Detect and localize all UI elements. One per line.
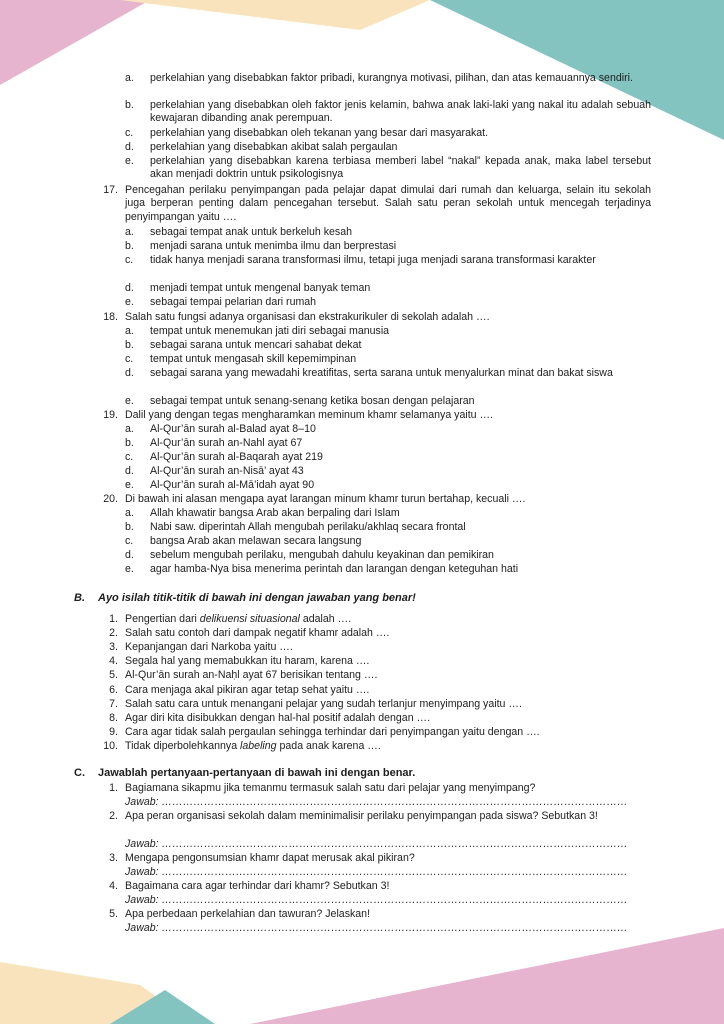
answer-option-marker: a. bbox=[125, 226, 134, 238]
fill-in-item-marker: 5. bbox=[109, 669, 118, 682]
top-cream-shape bbox=[120, 0, 430, 30]
question-item-text: Pencegahan perilaku penyimpangan pada pelajar dapat dimulai dari rumah dan keluarga, selain itu sekolah juga berperan penting dalam pencegahan tersebut. Salah satu peran sekolah untuk mencegah terjadinya penyimpangan yaitu …. bbox=[125, 184, 651, 223]
fill-in-item-text bbox=[125, 740, 651, 753]
answer-dots: …………………………………………………………………………………………………………………… bbox=[161, 866, 628, 878]
fill-in-item-marker: 1. bbox=[109, 613, 118, 625]
question-item-marker: 19. bbox=[103, 409, 118, 421]
section-b-heading bbox=[74, 592, 654, 605]
answer-option-text: sebelum mengubah perilaku, mengubah dahulu keyakinan dan pemikiran bbox=[150, 549, 494, 561]
fill-in-text: Cara menjaga akal pikiran agar tetap sehat yaitu …. bbox=[125, 683, 370, 696]
answer-dots: …………………………………………………………………………………………………………………… bbox=[161, 796, 628, 808]
answer-option-marker: b. bbox=[125, 240, 134, 252]
fill-in-text: Cara agar tidak salah pergaulan sehingga terhindar dari penyimpangan yaitu dengan …. bbox=[125, 725, 540, 738]
essay-question-marker: 5. bbox=[109, 908, 118, 920]
answer-option-text: Allah khawatir bangsa Arab akan berpaling dari Islam bbox=[150, 507, 400, 519]
answer-option-text: tempat untuk mengasah skill kepemimpinan bbox=[150, 353, 357, 365]
fill-in-text: Pengertian dari bbox=[125, 613, 200, 625]
answer-line[interactable] bbox=[125, 922, 631, 935]
answer-option-text: sebagai sarana yang mewadahi kreatifitas, serta sarana untuk menyalurkan minat dan bakat siswa bbox=[150, 367, 613, 379]
answer-label: Jawab: bbox=[125, 838, 162, 850]
answer-option-text: sebagai tempat anak untuk berkeluh kesah bbox=[150, 226, 353, 238]
section-c-heading-title: Jawablah pertanyaan-pertanyaan di bawah ini dengan benar. bbox=[98, 767, 416, 779]
answer-label: Jawab: bbox=[125, 922, 162, 934]
essay-question-marker: 1. bbox=[109, 782, 118, 794]
answer-option-marker: d. bbox=[125, 141, 134, 153]
answer-option-marker: c. bbox=[125, 353, 134, 365]
fill-in-item-marker: 4. bbox=[109, 655, 118, 668]
section-b-heading-letter: B. bbox=[74, 592, 85, 604]
fill-in-item-marker: 8. bbox=[109, 711, 118, 724]
fill-in-item-marker: 10. bbox=[103, 739, 118, 752]
essay-question-text: Bagiamana sikapmu jika temanmu termasuk salah satu dari pelajar yang menyimpang? bbox=[125, 782, 536, 794]
answer-option-text: perkelahian yang disebabkan akibat salah pergaulan bbox=[150, 141, 398, 153]
answer-dots: …………………………………………………………………………………………………………………… bbox=[161, 838, 628, 850]
answer-option-marker: d. bbox=[125, 367, 134, 379]
fill-in-text: Agar diri kita disibukkan dengan hal-hal positif adalah dengan …. bbox=[125, 711, 431, 724]
answer-option-text: perkelahian yang disebabkan faktor pribadi, kurangnya motivasi, pilihan, dan atas kemauannya sendiri. bbox=[150, 72, 633, 84]
answer-option-marker: a. bbox=[125, 72, 134, 84]
fill-in-text: Al-Qur’ān surah an-Naḥl ayat 67 berisikan tentang …. bbox=[125, 669, 378, 682]
answer-line[interactable] bbox=[125, 866, 631, 879]
bottom-right-pink-shape bbox=[250, 928, 724, 1024]
answer-option-text: tidak hanya menjadi sarana transformasi ilmu, tetapi juga menjadi sarana transformasi karakter bbox=[150, 254, 596, 266]
answer-option-text: Al-Qur’ān surah an-Nisā’ ayat 43 bbox=[150, 465, 304, 477]
fill-in-item-text bbox=[125, 655, 651, 668]
answer-label: Jawab: bbox=[125, 894, 162, 906]
answer-option-text: Nabi saw. diperintah Allah mengubah perilaku/akhlaq secara frontal bbox=[150, 521, 466, 533]
fill-in-item-marker: 2. bbox=[109, 627, 118, 640]
answer-label: Jawab: bbox=[125, 866, 162, 878]
answer-label: Jawab: bbox=[125, 796, 162, 808]
question-item-marker: 17. bbox=[103, 184, 118, 196]
answer-option-marker: b. bbox=[125, 521, 134, 533]
answer-option-marker: c. bbox=[125, 127, 134, 139]
answer-option-marker: e. bbox=[125, 296, 134, 308]
question-item-text: Dalil yang dengan tegas mengharamkan meminum khamr selamanya yaitu …. bbox=[125, 409, 494, 421]
answer-line[interactable] bbox=[125, 838, 631, 851]
fill-in-text: Segala hal yang memabukkan itu haram, karena …. bbox=[125, 655, 370, 668]
answer-option-marker: d. bbox=[125, 549, 134, 561]
answer-option-marker: c. bbox=[125, 535, 134, 547]
fill-in-term: labeling bbox=[240, 739, 277, 752]
fill-in-item-text bbox=[125, 669, 651, 682]
answer-option-marker: b. bbox=[125, 437, 134, 449]
fill-in-item-text bbox=[125, 726, 651, 739]
answer-option-text: menjadi tempat untuk mengenal banyak teman bbox=[150, 282, 371, 294]
question-item-text: Di bawah ini alasan mengapa ayat larangan minum khamr turun bertahap, kecuali …. bbox=[125, 493, 526, 505]
fill-in-item-marker: 7. bbox=[109, 697, 118, 710]
answer-option-marker: a. bbox=[125, 325, 134, 337]
essay-question-marker: 3. bbox=[109, 852, 118, 864]
fill-in-text: Kepanjangan dari Narkoba yaitu …. bbox=[125, 641, 293, 654]
answer-option-marker: d. bbox=[125, 282, 134, 294]
answer-option-text: Al-Qur’ān surah an-Nahl ayat 67 bbox=[150, 437, 303, 449]
answer-dots: …………………………………………………………………………………………………………………… bbox=[161, 894, 628, 906]
fill-in-text: Tidak diperbolehkannya bbox=[125, 739, 241, 752]
answer-option-text: tempat untuk menemukan jati diri sebagai manusia bbox=[150, 325, 390, 337]
essay-question-text: Apa perbedaan perkelahian dan tawuran? Jelaskan! bbox=[125, 908, 371, 920]
essay-question-text: Bagaimana cara agar terhindar dari khamr? Sebutkan 3! bbox=[125, 880, 390, 892]
answer-option-marker: d. bbox=[125, 465, 134, 477]
answer-option-marker: a. bbox=[125, 423, 134, 435]
essay-question-text: Mengapa pengonsumsian khamr dapat merusak akal pikiran? bbox=[125, 852, 415, 864]
answer-option-marker: b. bbox=[125, 99, 134, 111]
answer-option-text: perkelahian yang disebabkan karena terbiasa memberi label “nakal” kepada anak, maka label tersebut akan menjadi doktrin untuk psikologisnya bbox=[150, 155, 651, 181]
answer-option-text: sebagai tempai pelarian dari rumah bbox=[150, 296, 317, 308]
answer-option-text: agar hamba-Nya bisa menerima perintah dan larangan dengan keteguhan hati bbox=[150, 563, 519, 575]
fill-in-text-end: adalah …. bbox=[299, 613, 352, 625]
answer-line[interactable] bbox=[125, 894, 631, 907]
fill-in-text: Salah satu cara untuk menangani pelajar yang sudah terlanjur menyimpang yaitu …. bbox=[125, 697, 522, 710]
answer-option-marker: b. bbox=[125, 339, 134, 351]
fill-in-item-marker: 3. bbox=[109, 641, 118, 654]
answer-option-marker: c. bbox=[125, 254, 134, 266]
question-item-text: Salah satu fungsi adanya organisasi dan ekstrakurikuler di sekolah adalah …. bbox=[125, 311, 490, 323]
essay-question-marker: 2. bbox=[109, 810, 118, 822]
answer-option-text: perkelahian yang disebabkan oleh tekanan yang besar dari masyarakat. bbox=[150, 127, 489, 139]
question-item-marker: 18. bbox=[103, 311, 118, 323]
answer-option-marker: a. bbox=[125, 507, 134, 519]
fill-in-item-text bbox=[125, 641, 651, 654]
answer-option-text: bangsa Arab akan melawan secara langsung bbox=[150, 535, 362, 547]
fill-in-item-marker: 9. bbox=[109, 725, 118, 738]
answer-option-text: Al-Qur’ān surah al-Balad ayat 8–10 bbox=[150, 423, 316, 435]
fill-in-item-text bbox=[125, 627, 651, 640]
fill-in-text: Salah satu contoh dari dampak negatif khamr adalah …. bbox=[125, 627, 390, 640]
fill-in-term: delikuensi situasional bbox=[199, 613, 300, 625]
answer-option-text: Al-Qur’ān surah al-Baqarah ayat 219 bbox=[150, 451, 323, 463]
answer-option-marker: e. bbox=[125, 479, 134, 491]
answer-option-marker: c. bbox=[125, 451, 134, 463]
answer-option-text: sebagai sarana untuk mencari sahabat dekat bbox=[150, 339, 362, 351]
essay-question-marker: 4. bbox=[109, 880, 118, 892]
fill-in-item-text bbox=[125, 712, 651, 725]
answer-option-text: menjadi sarana untuk menimba ilmu dan berprestasi bbox=[150, 240, 397, 252]
section-c-heading-letter: C. bbox=[74, 767, 85, 779]
answer-option-text: Al-Qur’ān surah al-Mā’idah ayat 90 bbox=[150, 479, 315, 491]
question-item-marker: 20. bbox=[103, 493, 118, 505]
answer-option-text: perkelahian yang disebabkan oleh faktor jenis kelamin, bahwa anak laki-laki yang nakal itu adalah sebuah kewajaran dibanding anak perempuan. bbox=[150, 99, 651, 125]
fill-in-item-text bbox=[125, 613, 651, 626]
answer-option-text: sebagai tempat untuk senang-senang ketika bosan dengan pelajaran bbox=[150, 395, 475, 407]
section-b-heading-title: Ayo isilah titik-titik di bawah ini dengan jawaban yang benar! bbox=[98, 592, 416, 604]
section-c-heading bbox=[74, 767, 654, 780]
answer-line[interactable] bbox=[125, 796, 631, 809]
answer-option-marker: e. bbox=[125, 395, 134, 407]
fill-in-item-marker: 6. bbox=[109, 683, 118, 696]
fill-in-item-text bbox=[125, 698, 651, 711]
answer-option-marker: e. bbox=[125, 155, 134, 167]
fill-in-text-end: pada anak karena …. bbox=[276, 739, 381, 752]
answer-dots: …………………………………………………………………………………………………………………… bbox=[161, 922, 628, 934]
answer-option-marker: e. bbox=[125, 563, 134, 575]
fill-in-item-text bbox=[125, 684, 651, 697]
essay-question-text: Apa peran organisasi sekolah dalam meminimalisir perilaku penyimpangan pada siswa? Sebutkan 3! bbox=[125, 810, 598, 822]
